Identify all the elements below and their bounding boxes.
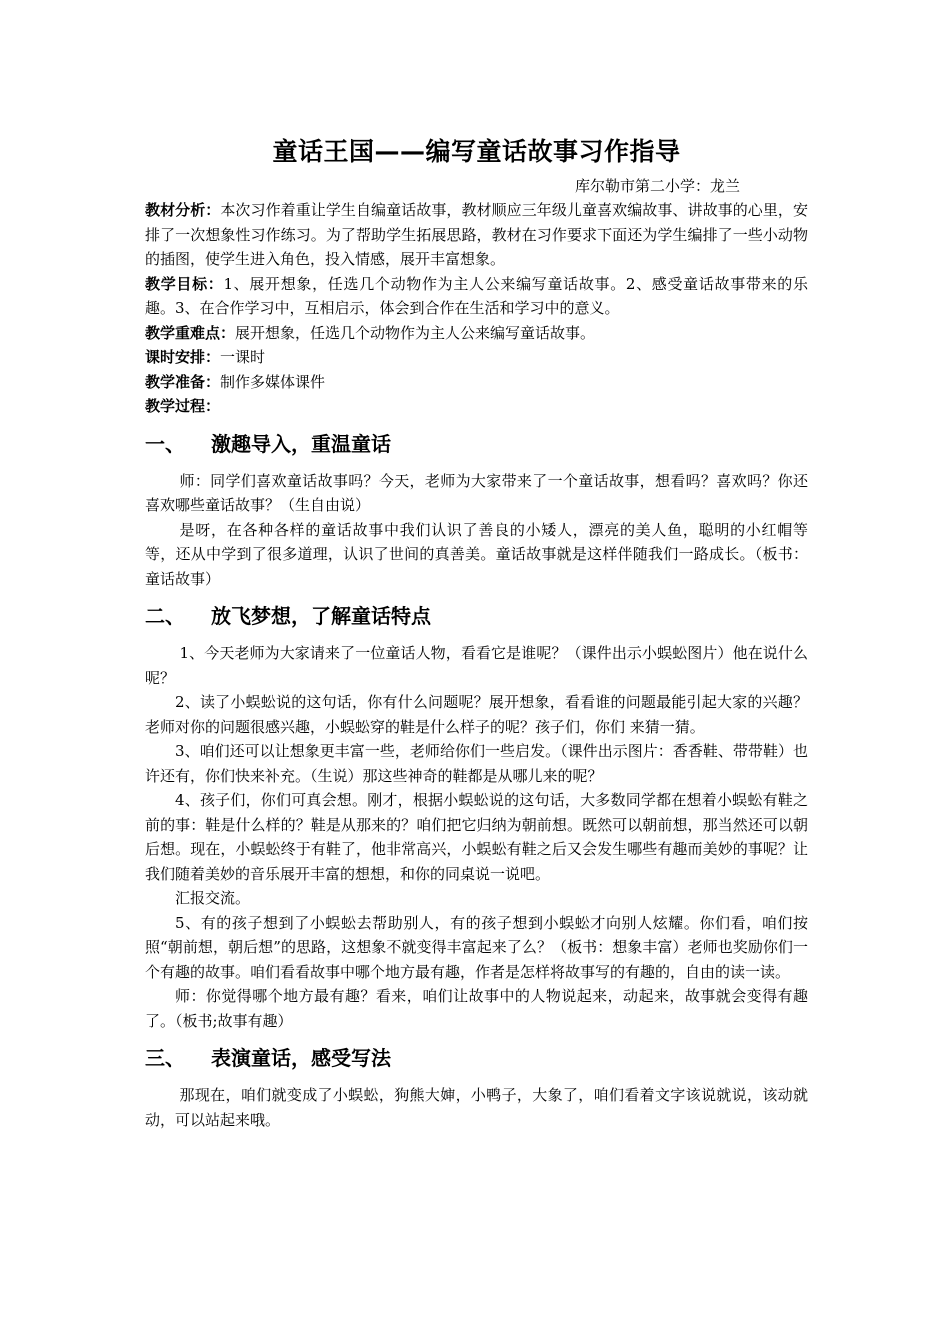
info-label: 教学重难点： — [145, 323, 236, 342]
section-1-paragraph: 师：同学们喜欢童话故事吗？今天，老师为大家带来了一个童话故事，想看吗？喜欢吗？你还喜欢哪些童话故事？（生自由说） — [145, 471, 808, 514]
section-title: 放飞梦想，了解童话特点 — [211, 604, 431, 628]
info-text: 1、展开想象，任选几个动物作为主人公来编写童话故事。2、感受童话故事带来的乐趣。3、在合作学习中，互相启示，体会到合作在生活和学习中的意义。 — [145, 274, 808, 317]
section-heading-1 — [145, 429, 808, 459]
section-2-paragraph: 1、今天老师为大家请来了一位童话人物，看看它是谁呢？（课件出示小蜈蚣图片）他在说什么呢？ — [145, 644, 808, 687]
info-text: 展开想象，任选几个动物作为主人公来编写童话故事。 — [235, 323, 596, 342]
section-2-paragraph: 4、孩子们，你们可真会想。刚才，根据小蜈蚣说的这句话，大多数同学都在想着小蜈蚣有鞋之前的事：鞋是什么样的？鞋是从那来的？咱们把它归纳为朝前想。既然可以朝前想，那当然还可以朝后想。现在，小蜈蚣终于有鞋了，他非常高兴，小蜈蚣有鞋之后又会发生哪些有趣而美妙的事呢？让我们随着美妙的音乐展开丰富的想想，和你的同桌说一说吧。 — [145, 791, 808, 883]
author-line: 库尔勒市第二小学：龙兰 — [574, 177, 740, 195]
section-3-paragraph: 那现在，咱们就变成了小蜈蚣，狗熊大婶，小鸭子，大象了，咱们看着文字该说就说，该动就动，可以站起来哦。 — [145, 1086, 808, 1129]
document-title: 童话王国——编写童话故事习作指导 — [272, 137, 681, 166]
section-heading-3 — [145, 1043, 808, 1073]
section-number: 二、 — [145, 604, 185, 628]
info-text: 本次习作着重让学生自编童话故事，教材顺应三年级儿童喜欢编故事、讲故事的心里，安排了一次想象性习作练习。为了帮助学生拓展思路，教材在习作要求下面还为学生编排了一些小动物的插图，使学生进入角色，投入情感，展开丰富想象。 — [145, 201, 808, 268]
section-2-paragraph: 汇报交流。 — [175, 889, 251, 907]
section-title: 表演童话，感受写法 — [211, 1046, 391, 1070]
info-process — [145, 394, 808, 419]
info-analysis — [145, 198, 808, 272]
section-number: 一、 — [145, 431, 185, 456]
info-label: 教学准备： — [145, 372, 221, 391]
info-label: 教学过程： — [145, 397, 221, 415]
info-label: 课时安排： — [145, 348, 221, 366]
section-2-paragraph: 5、有的孩子想到了小蜈蚣去帮助别人，有的孩子想到小蜈蚣才向别人炫耀。你们看，咱们按照“朝前想，朝后想”的思路，这想象不就变得丰富起来了么？（板书：想象丰富）老师也奖励你们一个有趣的故事。咱们看看故事中哪个地方最有趣，作者是怎样将故事写的有趣的，自由的读一读。 — [145, 913, 808, 981]
info-text: 制作多媒体课件 — [220, 372, 326, 391]
section-title: 激趣导入，重温童话 — [211, 431, 391, 456]
info-preparation — [145, 370, 808, 395]
section-2-paragraph: 2、读了小蜈蚣说的这句话，你有什么问题呢？展开想象，看看谁的问题最能引起大家的兴趣？老师对你的问题很感兴趣，小蜈蚣穿的鞋是什么样子的呢？孩子们，你们 来猜一猜。 — [145, 693, 808, 736]
info-label: 教学目标： — [145, 274, 224, 293]
section-1-paragraph: 是呀，在各种各样的童话故事中我们认识了善良的小矮人，漂亮的美人鱼，聪明的小红帽等等，还从中学到了很多道理，认识了世间的真善美。童话故事就是这样伴随我们一路成长。（板书：童话故事） — [145, 520, 808, 588]
section-heading-2 — [145, 601, 808, 631]
section-2-paragraph: 师：你觉得哪个地方最有趣？看来，咱们让故事中的人物说起来，动起来，故事就会变得有趣了。（板书;故事有趣） — [145, 987, 808, 1030]
info-key-points — [145, 321, 808, 346]
info-schedule — [145, 345, 808, 370]
info-label: 教材分析： — [145, 201, 221, 219]
section-2-paragraph: 3、咱们还可以让想象更丰富一些，老师给你们一些启发。（课件出示图片：香香鞋、带带鞋）也许还有，你们快来补充。（生说）那这些神奇的鞋都是从哪儿来的呢？ — [145, 742, 808, 785]
section-number: 三、 — [145, 1046, 185, 1070]
document-content — [145, 134, 808, 1132]
info-text: 一课时 — [220, 348, 266, 366]
info-goals — [145, 272, 808, 321]
